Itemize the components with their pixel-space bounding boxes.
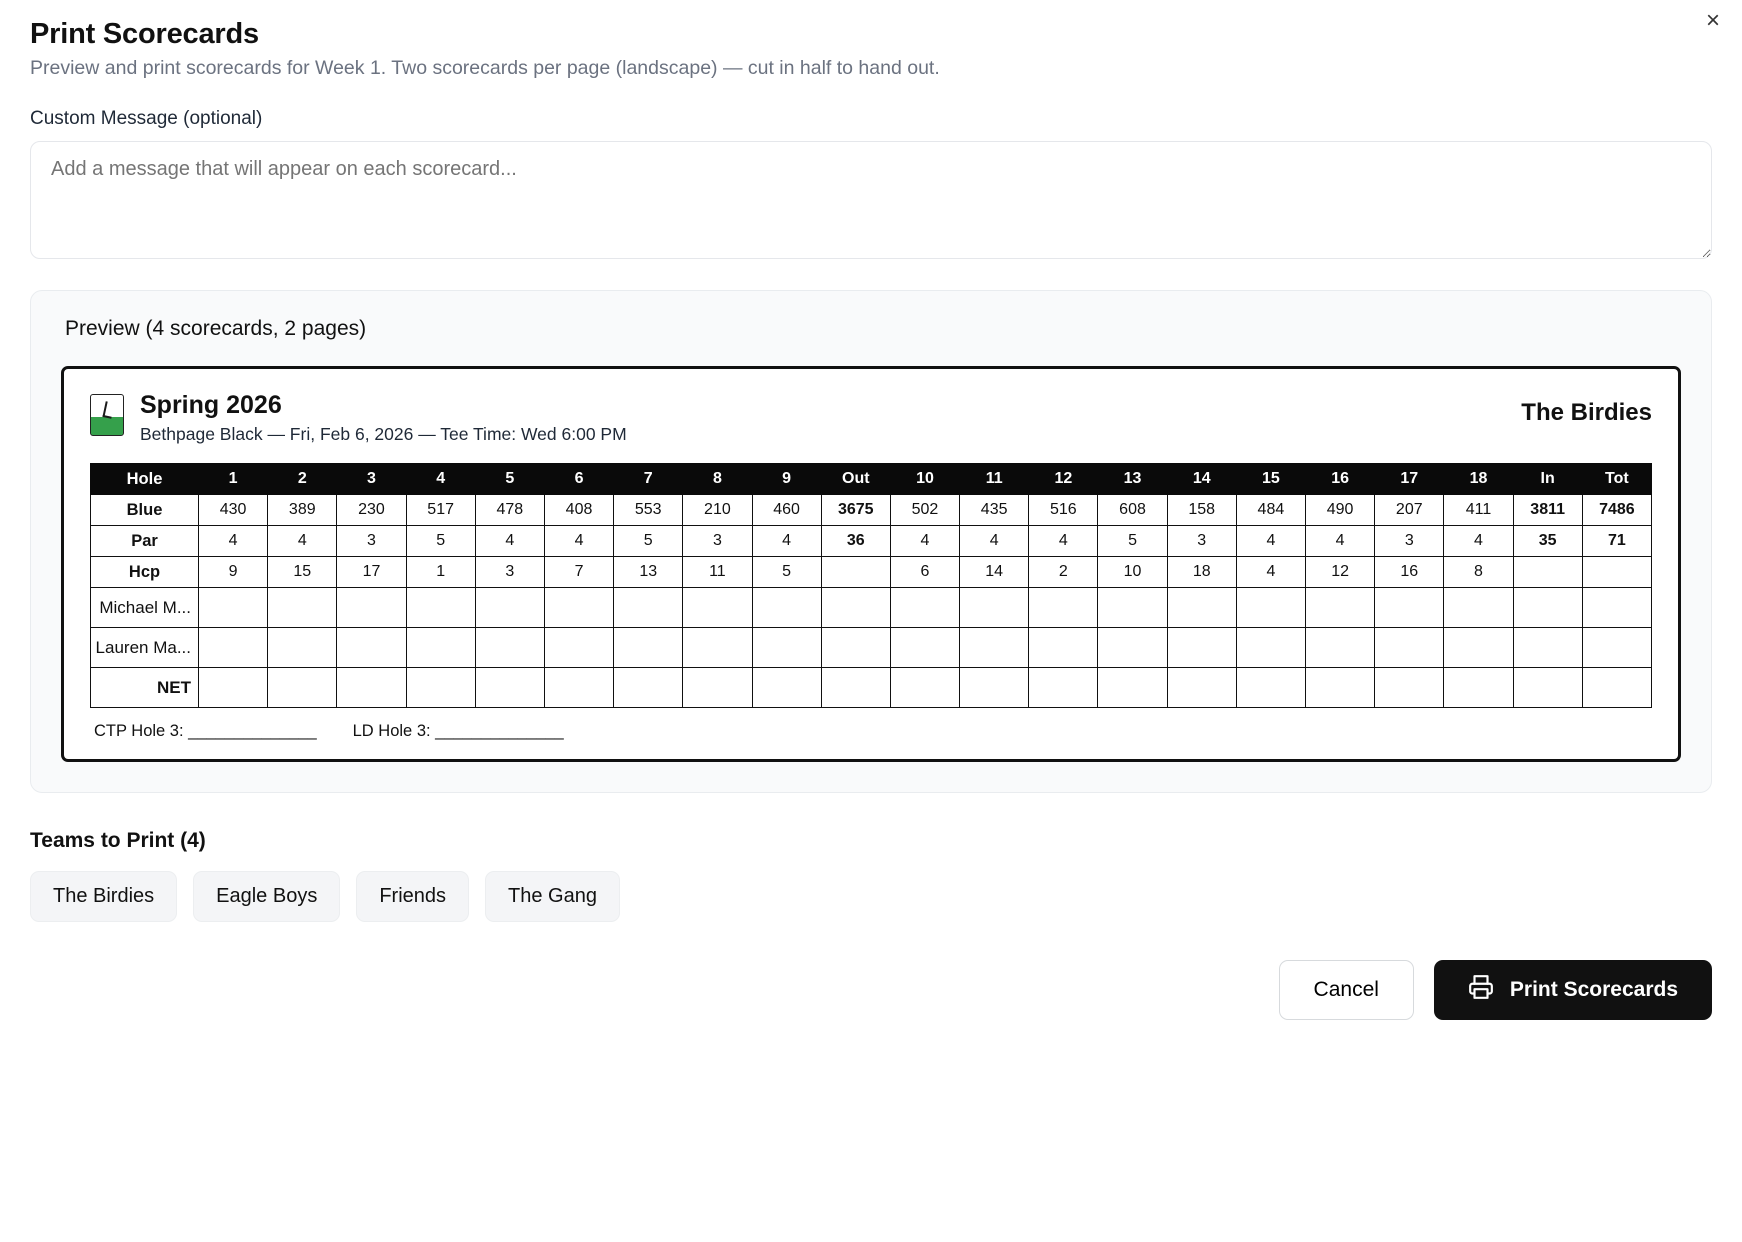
cell[interactable] (1444, 628, 1513, 668)
scorecard-preview (61, 366, 1681, 762)
cell: 4 (752, 526, 821, 557)
cell: 6 (890, 557, 959, 588)
cell-out[interactable] (821, 668, 890, 708)
cell[interactable] (614, 668, 683, 708)
cell-out[interactable] (821, 588, 890, 628)
cell: 553 (614, 495, 683, 526)
cell-out[interactable] (821, 628, 890, 668)
ld-line: LD Hole 3: ______________ (352, 722, 564, 740)
cell[interactable] (1167, 628, 1236, 668)
custom-message-label: Custom Message (optional) (30, 108, 263, 129)
scorecard-table (90, 463, 1652, 708)
cell[interactable] (1375, 628, 1444, 668)
cell[interactable] (1029, 668, 1098, 708)
cell-tot[interactable] (1582, 668, 1651, 708)
cell: 11 (683, 557, 752, 588)
cell[interactable] (1098, 588, 1167, 628)
cell: 13 (614, 557, 683, 588)
cell[interactable] (199, 588, 268, 628)
cell[interactable] (960, 668, 1029, 708)
team-chip-friends[interactable]: Friends (356, 871, 469, 922)
cell: 608 (1098, 495, 1167, 526)
cell[interactable] (1029, 588, 1098, 628)
cell: 2 (1029, 557, 1098, 588)
cell[interactable] (1306, 588, 1375, 628)
cell[interactable] (1167, 588, 1236, 628)
cell[interactable] (1444, 668, 1513, 708)
page-title: Print Scorecards (30, 18, 259, 50)
cell[interactable] (960, 588, 1029, 628)
col-12: 12 (1029, 464, 1098, 495)
cell-tot[interactable] (1582, 588, 1651, 628)
col-3: 3 (337, 464, 406, 495)
cell[interactable] (752, 668, 821, 708)
dialog-actions (30, 960, 1712, 1020)
cell: 8 (1444, 557, 1513, 588)
cell-tot: 7486 (1582, 495, 1651, 526)
cell: 15 (268, 557, 337, 588)
cell[interactable] (614, 588, 683, 628)
cell: 14 (960, 557, 1029, 588)
cell: 460 (752, 495, 821, 526)
cell: 408 (544, 495, 613, 526)
page-subtitle: Preview and print scorecards for Week 1. Two scorecards per page (landscape) — cut in half to hand out. (30, 57, 940, 79)
cell: 10 (1098, 557, 1167, 588)
cell: 389 (268, 495, 337, 526)
season-title: Spring 2026 (140, 391, 282, 419)
cell: 478 (475, 495, 544, 526)
cell[interactable] (268, 588, 337, 628)
cell[interactable] (337, 628, 406, 668)
cell: 430 (199, 495, 268, 526)
scorecard-footer (90, 722, 1652, 741)
net-label: NET (91, 668, 199, 708)
col-4: 4 (406, 464, 475, 495)
col-16: 16 (1306, 464, 1375, 495)
cell: 17 (337, 557, 406, 588)
cell: 4 (1306, 526, 1375, 557)
golfer-logo-icon (90, 394, 124, 436)
cell-out (821, 557, 890, 588)
cell: 3 (683, 526, 752, 557)
cell[interactable] (1375, 588, 1444, 628)
cell: 517 (406, 495, 475, 526)
cell[interactable] (475, 628, 544, 668)
cell: 411 (1444, 495, 1513, 526)
cell: 9 (199, 557, 268, 588)
cell[interactable] (1306, 668, 1375, 708)
scorecard-header (90, 391, 1652, 445)
cell: 4 (1236, 526, 1305, 557)
col-10: 10 (890, 464, 959, 495)
cell-tot (1582, 557, 1651, 588)
cell: 5 (614, 526, 683, 557)
cell[interactable] (268, 668, 337, 708)
scorecard-team-name: The Birdies (1521, 399, 1652, 426)
cell[interactable] (199, 628, 268, 668)
col-18: 18 (1444, 464, 1513, 495)
printer-icon (1468, 974, 1494, 1006)
row-label-blue: Blue (91, 495, 199, 526)
cell: 4 (1029, 526, 1098, 557)
teams-chip-list (30, 871, 1712, 922)
print-scorecards-button[interactable] (1434, 960, 1712, 1020)
cell: 1 (406, 557, 475, 588)
col-14: 14 (1167, 464, 1236, 495)
cell-out: 36 (821, 526, 890, 557)
cell[interactable] (890, 668, 959, 708)
cell[interactable] (406, 628, 475, 668)
col-in: In (1513, 464, 1582, 495)
cell[interactable] (1098, 668, 1167, 708)
cell[interactable] (890, 588, 959, 628)
cell: 230 (337, 495, 406, 526)
cell[interactable] (1444, 588, 1513, 628)
col-8: 8 (683, 464, 752, 495)
col-1: 1 (199, 464, 268, 495)
cell[interactable] (475, 588, 544, 628)
team-chip-the-birdies[interactable]: The Birdies (30, 871, 177, 922)
player-name: Michael M... (91, 588, 199, 628)
cell[interactable] (1236, 628, 1305, 668)
cell[interactable] (337, 588, 406, 628)
col-5: 5 (475, 464, 544, 495)
cell[interactable] (683, 668, 752, 708)
cell[interactable] (890, 628, 959, 668)
cell-in (1513, 557, 1582, 588)
cell: 5 (752, 557, 821, 588)
cell: 4 (544, 526, 613, 557)
cell: 516 (1029, 495, 1098, 526)
cell[interactable] (683, 628, 752, 668)
cell-tot[interactable] (1582, 628, 1651, 668)
table-row-par (91, 526, 1652, 557)
col-17: 17 (1375, 464, 1444, 495)
cell[interactable] (1236, 588, 1305, 628)
cell-tot: 71 (1582, 526, 1651, 557)
cell: 4 (268, 526, 337, 557)
cell[interactable] (337, 668, 406, 708)
cell: 3 (1167, 526, 1236, 557)
cell[interactable] (752, 628, 821, 668)
preview-title: Preview (4 scorecards, 2 pages) (65, 317, 367, 340)
cell: 18 (1167, 557, 1236, 588)
cell-in: 3811 (1513, 495, 1582, 526)
cell: 3 (475, 557, 544, 588)
cell-in: 35 (1513, 526, 1582, 557)
cell: 4 (475, 526, 544, 557)
row-label-hcp: Hcp (91, 557, 199, 588)
cell: 4 (1236, 557, 1305, 588)
cell-in[interactable] (1513, 628, 1582, 668)
col-11: 11 (960, 464, 1029, 495)
col-6: 6 (544, 464, 613, 495)
cell: 3 (1375, 526, 1444, 557)
cell: 3 (337, 526, 406, 557)
print-button-label: Print Scorecards (1509, 978, 1678, 1001)
cell[interactable] (268, 628, 337, 668)
cell: 4 (199, 526, 268, 557)
cell[interactable] (1375, 668, 1444, 708)
col-9: 9 (752, 464, 821, 495)
cell: 12 (1306, 557, 1375, 588)
cell-out: 3675 (821, 495, 890, 526)
ctp-line: CTP Hole 3: ______________ (94, 722, 317, 740)
cancel-button[interactable]: Cancel (1279, 960, 1414, 1020)
cell: 210 (683, 495, 752, 526)
table-row-player (91, 588, 1652, 628)
col-7: 7 (614, 464, 683, 495)
close-icon[interactable]: × (1698, 6, 1728, 36)
cell: 207 (1375, 495, 1444, 526)
cell[interactable] (544, 668, 613, 708)
cell[interactable] (752, 588, 821, 628)
cell: 490 (1306, 495, 1375, 526)
cell: 435 (960, 495, 1029, 526)
cell[interactable] (1306, 628, 1375, 668)
cell[interactable] (1236, 668, 1305, 708)
col-2: 2 (268, 464, 337, 495)
col-13: 13 (1098, 464, 1167, 495)
player-name: Lauren Ma... (91, 628, 199, 668)
cell: 4 (890, 526, 959, 557)
cell[interactable] (406, 588, 475, 628)
cell: 7 (544, 557, 613, 588)
cell[interactable] (960, 628, 1029, 668)
table-row-blue (91, 495, 1652, 526)
cell: 4 (1444, 526, 1513, 557)
course-info: Bethpage Black — Fri, Feb 6, 2026 — Tee Time: Wed 6:00 PM (140, 424, 627, 444)
col-hole: Hole (91, 464, 199, 495)
cell[interactable] (1098, 628, 1167, 668)
col-tot: Tot (1582, 464, 1651, 495)
cell: 16 (1375, 557, 1444, 588)
cell: 502 (890, 495, 959, 526)
cell[interactable] (199, 668, 268, 708)
cell-in[interactable] (1513, 588, 1582, 628)
col-15: 15 (1236, 464, 1305, 495)
cell: 158 (1167, 495, 1236, 526)
teams-to-print-title: Teams to Print (4) (30, 829, 206, 852)
preview-panel (30, 290, 1712, 793)
cell: 5 (1098, 526, 1167, 557)
cell[interactable] (406, 668, 475, 708)
table-row-hcp (91, 557, 1652, 588)
cell: 4 (960, 526, 1029, 557)
row-label-par: Par (91, 526, 199, 557)
team-chip-the-gang[interactable]: The Gang (485, 871, 620, 922)
cell-in[interactable] (1513, 668, 1582, 708)
cell[interactable] (683, 588, 752, 628)
table-row-net (91, 668, 1652, 708)
col-out: Out (821, 464, 890, 495)
cell[interactable] (614, 628, 683, 668)
table-header-row (91, 464, 1652, 495)
custom-message-input[interactable] (30, 141, 1712, 259)
team-chip-eagle-boys[interactable]: Eagle Boys (193, 871, 340, 922)
cell: 5 (406, 526, 475, 557)
cell[interactable] (544, 628, 613, 668)
cell[interactable] (544, 588, 613, 628)
cell[interactable] (1029, 628, 1098, 668)
cell[interactable] (475, 668, 544, 708)
cell[interactable] (1167, 668, 1236, 708)
table-row-player (91, 628, 1652, 668)
cell: 484 (1236, 495, 1305, 526)
